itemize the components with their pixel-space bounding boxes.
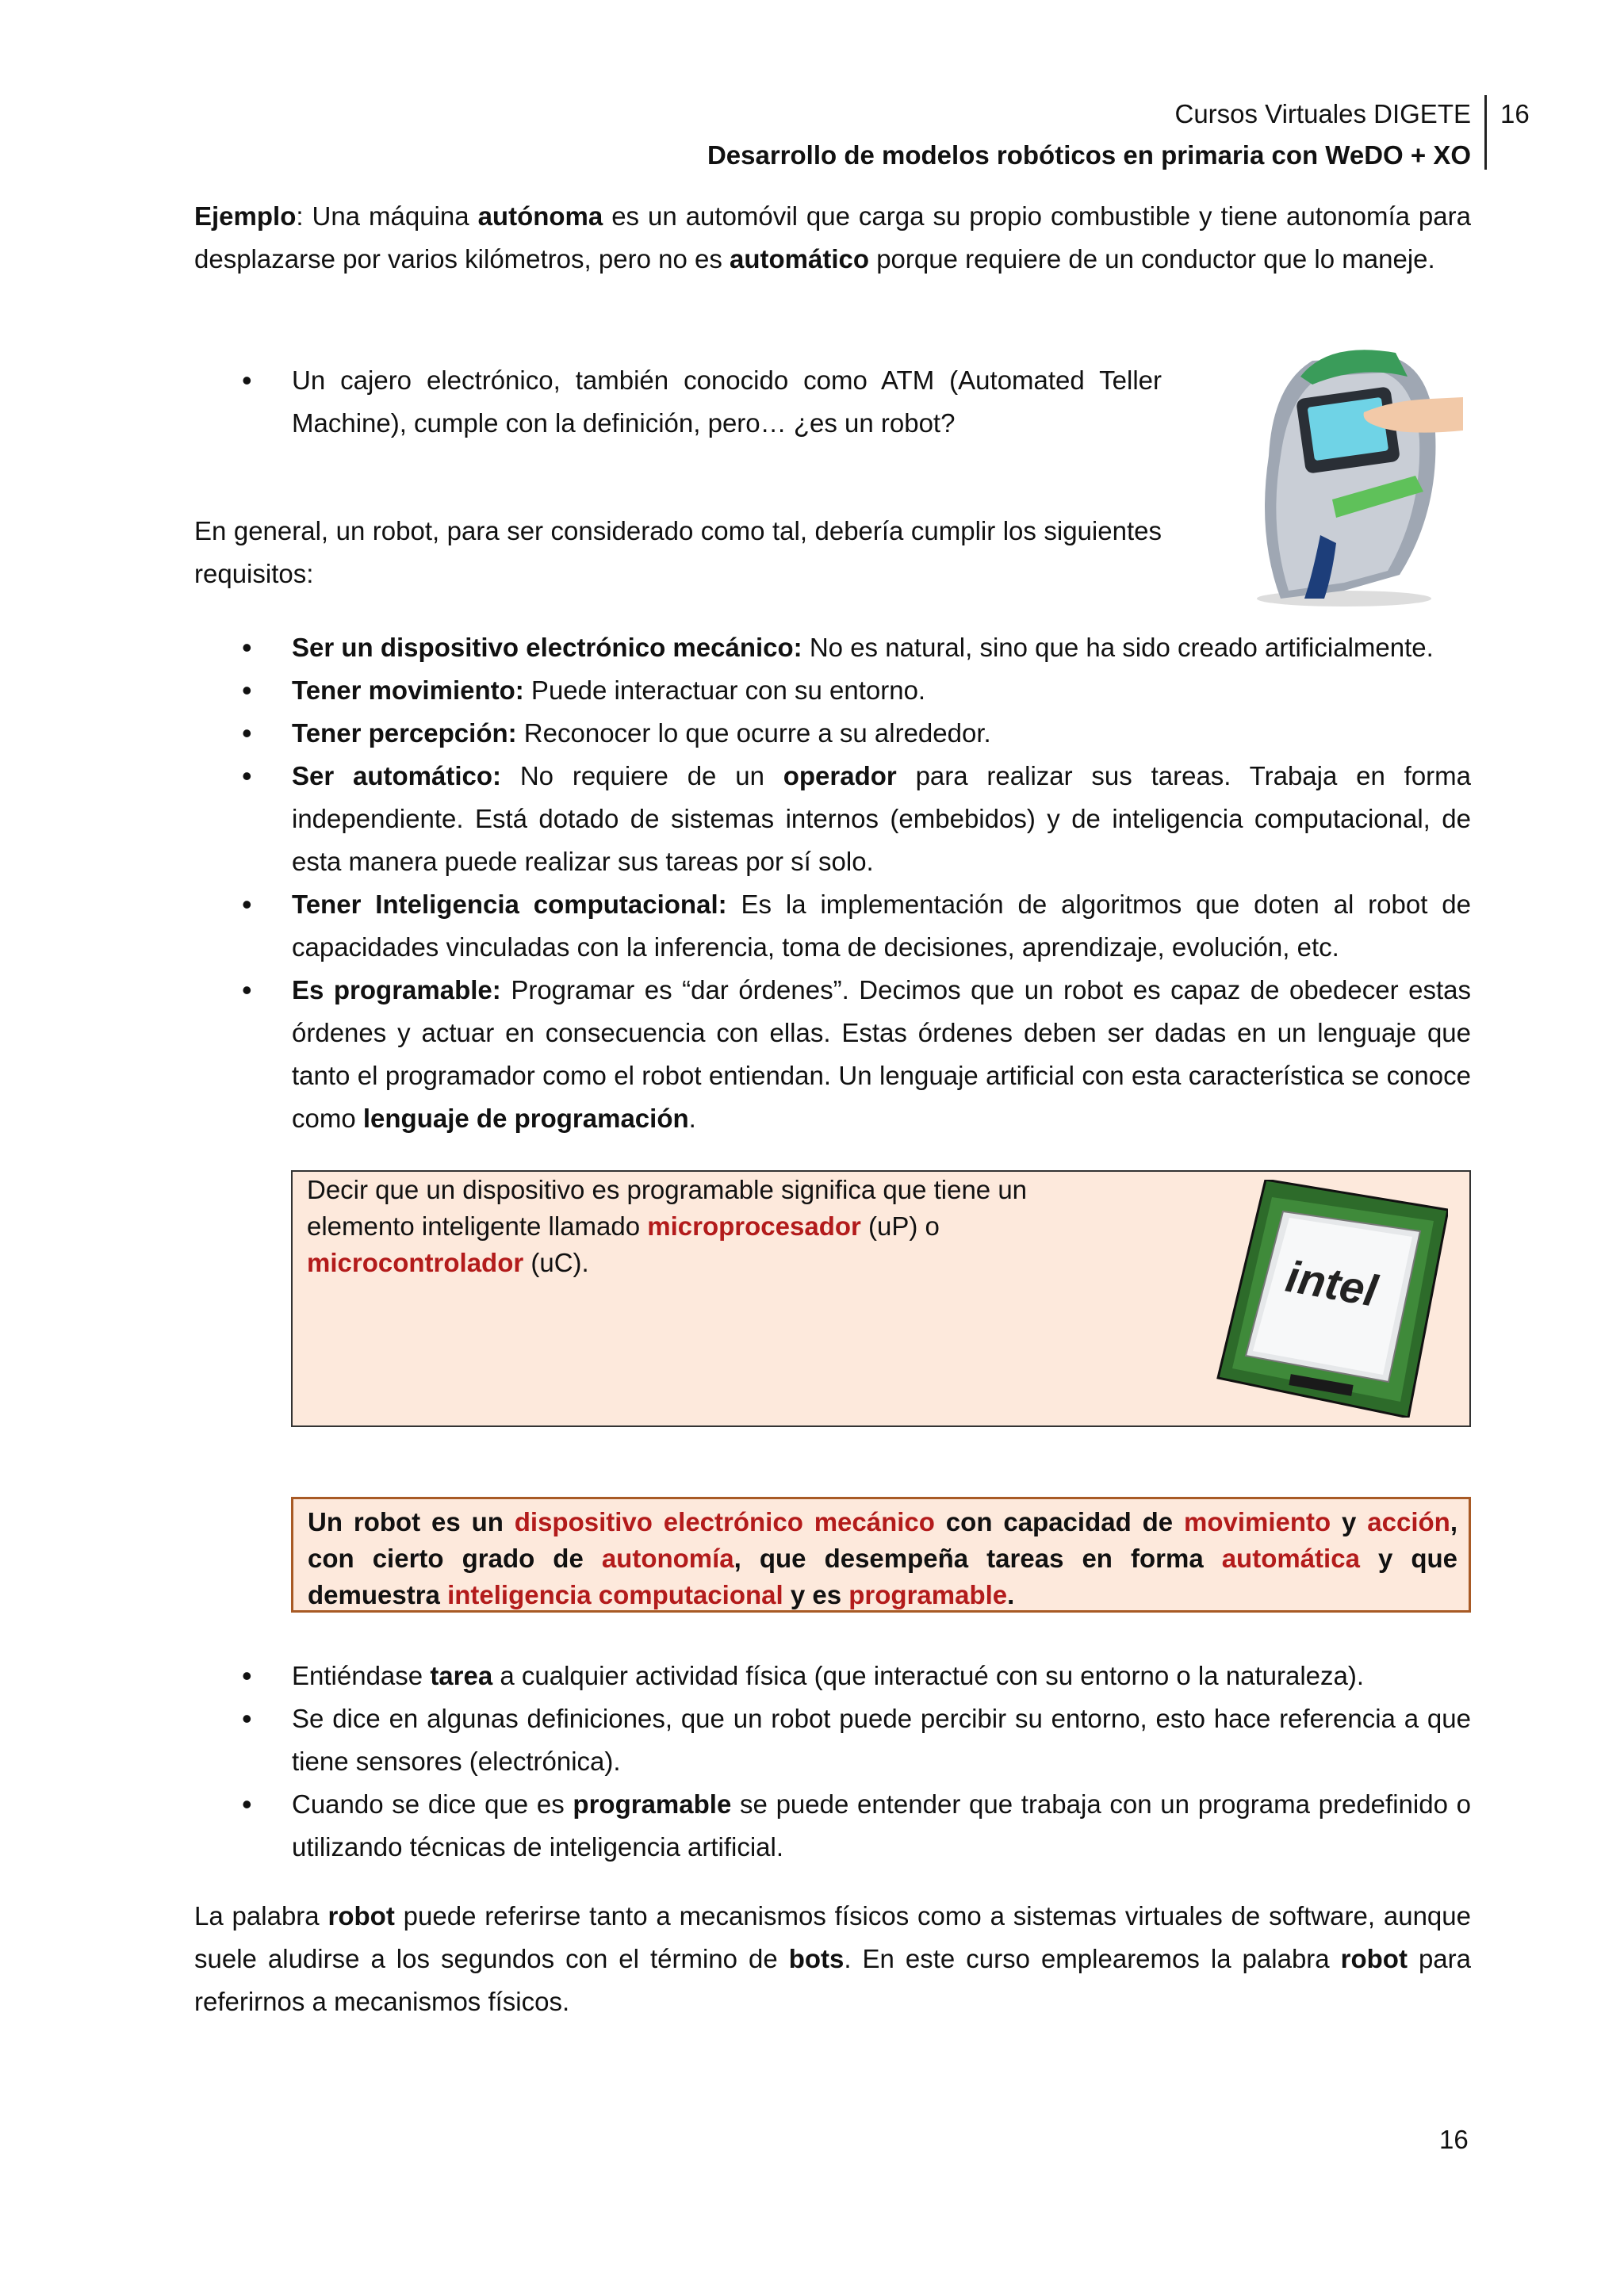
chip-brand-label: intel [1282,1250,1381,1316]
microprocessor-callout [291,1170,1471,1427]
text-run: (uC). [523,1248,589,1277]
requirements-intro: En general, un robot, para ser considerado como tal, debería cumplir los siguientes requisitos: [194,516,1162,588]
list-item [194,626,1471,669]
list-item [194,883,1471,969]
term-lenguaje-programacion: lenguaje de programación [362,1104,689,1133]
list-item [194,1655,1471,1697]
term-tarea: tarea [430,1661,493,1690]
running-header [707,94,1471,176]
text-run: : Una máquina [296,201,478,231]
list-item [194,669,1471,712]
requirement-text: . [688,1104,696,1133]
header-divider [1484,95,1487,170]
text-run: Entiéndase [292,1661,431,1690]
text-run: , que desempeña tareas en forma [733,1544,1222,1573]
text-run: . [1007,1580,1015,1609]
requirement-term: Tener percepción: [292,718,517,748]
requirement-term: Tener Inteligencia computacional: [292,890,727,919]
term-programable: programable [573,1789,732,1819]
requirement-term: Ser automático: [292,761,502,790]
header-page-number: 16 [1500,99,1530,128]
term-movimiento: movimiento [1183,1507,1331,1536]
text-run: y [1331,1507,1368,1536]
term-robot: robot [1340,1944,1408,1973]
term-autonomia: autonomía [601,1544,734,1573]
text-run: puede referirse tanto a mecanismos físicos como a sistemas virtuales de software, aunque suele aludirse a los segundos con el término de [194,1901,1471,1973]
requirement-text: Puede interactuar con su entorno. [523,675,926,705]
text-run: Un robot es un [308,1507,515,1536]
notes-list [194,1655,1471,1869]
term-automatica: automática [1221,1544,1360,1573]
requirement-text: Programar es “dar órdenes”. Decimos que un robot es capaz de obedecer estas órdenes y actuar en consecuencia con ellas. Estas órdenes deben ser dadas en un lenguaje que tanto el programador como el robot entiendan. Un lenguaje artificial con esta característica se conoce como [292,975,1471,1133]
term-microprocesador: microprocesador [647,1211,861,1241]
term-autonoma: autónoma [477,201,603,231]
list-item [194,755,1471,883]
requirement-text: para realizar sus tareas. Trabaja en forma independiente. Está dotado de sistemas internos (embebidos) y de inteligencia computacional, de esta manera puede realizar sus tareas por sí solo. [292,761,1472,876]
term-inteligencia: inteligencia computacional [447,1580,783,1609]
term-robot: robot [327,1901,395,1931]
text-run: Cuando se dice que es [292,1789,573,1819]
footer-page-number: 16 [1439,2125,1469,2154]
text-run: con capacidad de [934,1507,1184,1536]
requirement-term: Tener movimiento: [292,675,524,705]
header-course: Cursos Virtuales DIGETE [1174,99,1471,128]
example-label: Ejemplo [194,201,297,231]
text-run: y que demuestra [308,1544,1457,1609]
requirement-text: Es la implementación de algoritmos que doten al robot de capacidades vinculadas con la inferencia, toma de decisiones, aprendizaje, evolución, etc. [292,890,1471,962]
definition-text [308,1504,1457,1613]
atm-bullet-text: Un cajero electrónico, también conocido como ATM (Automated Teller Machine), cumple con la definición, pero… ¿es un robot? [292,365,1162,438]
requirements-list [194,626,1471,1140]
text-run: Decir que un dispositivo es programable significa que tiene un elemento inteligente llamado [307,1175,1028,1241]
text-run: porque requiere de un conductor que lo maneje. [869,244,1435,274]
closing-paragraph [194,1895,1471,2023]
robot-definition-callout [291,1497,1471,1613]
requirement-text: Reconocer lo que ocurre a su alrededor. [516,718,991,748]
text-run: . En este curso emplearemos la palabra [844,1944,1341,1973]
text-run: La palabra [194,1901,328,1931]
term-microcontrolador: microcontrolador [307,1248,524,1277]
atm-image [1225,337,1463,610]
term-operador: operador [783,761,897,790]
example-paragraph [194,195,1471,281]
intel-chip-image [1210,1180,1448,1418]
callout-text [307,1172,1100,1281]
atm-bullet-list [194,359,1162,445]
requirement-term: Es programable: [292,975,501,1004]
term-dispositivo: dispositivo electrónico mecánico [514,1507,935,1536]
text-run: y es [783,1580,849,1609]
term-accion: acción [1367,1507,1450,1536]
requirement-term: Ser un dispositivo electrónico mecánico: [292,633,802,662]
requirement-text: No requiere de un [501,761,783,790]
list-item [194,1697,1471,1783]
text-run: Se dice en algunas definiciones, que un robot puede percibir su entorno, esto hace referencia a que tiene sensores (electrónica). [292,1704,1471,1776]
text-run: es un automóvil que carga su propio combustible y tiene autonomía para desplazarse por varios kilómetros, pero no es [194,201,1471,274]
text-run: se puede entender que trabaja con un programa predefinido o utilizando técnicas de inteligencia artificial. [292,1789,1471,1862]
list-item [194,712,1471,755]
list-item [194,359,1162,445]
header-title: Desarrollo de modelos robóticos en primaria con WeDO + XO [707,140,1471,170]
list-item [194,1783,1471,1869]
text-run: a cualquier actividad física (que interactué con su entorno o la naturaleza). [492,1661,1365,1690]
term-bots: bots [788,1944,845,1973]
term-programable: programable [848,1580,1008,1609]
text-run: , con cierto grado de [308,1507,1457,1573]
term-automatico: automático [730,244,870,274]
text-run: (uP) o [860,1211,940,1241]
requirement-text: No es natural, sino que ha sido creado artificialmente. [802,633,1434,662]
text-run: para referirnos a mecanismos físicos. [194,1944,1471,2016]
list-item [194,969,1471,1140]
